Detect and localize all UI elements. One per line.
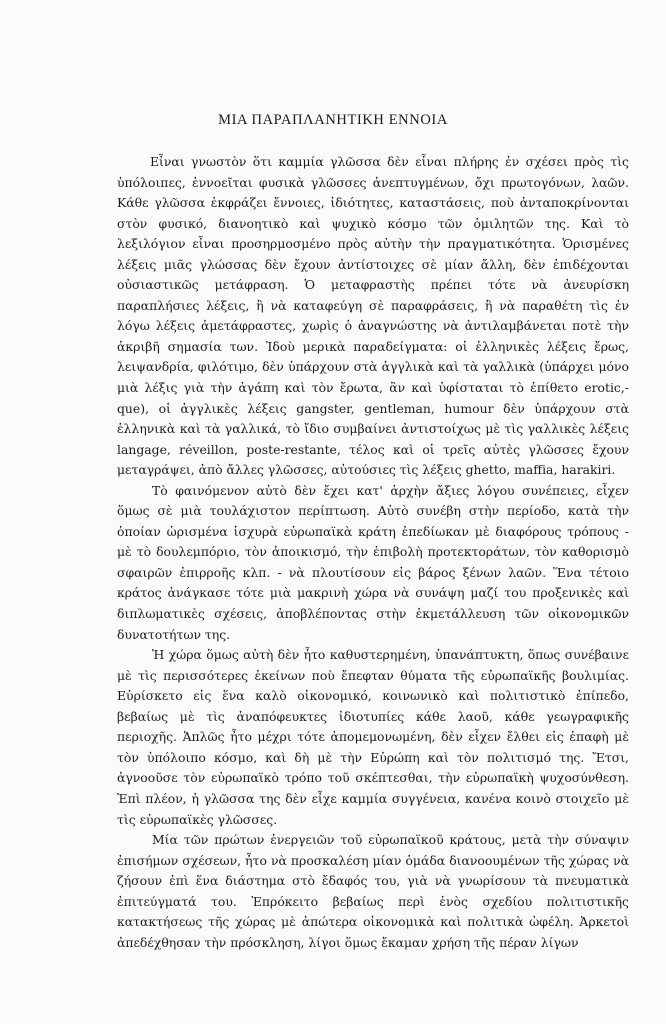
paragraph-3: Ἡ χώρα ὅμως αὐτὴ δὲν ἦτο καθυστερημένη, ὑπανάπτυκτη, ὅπως συνέβαινε μὲ τὶς περισσότερες ἐκείνων ποὺ ἔπεφταν θύματα τῆς εὐρωπαϊκῆς βουλιμίας. Εὑρίσκετο εἰς ἕνα καλὸ οἰκονομικό, κοινωνικὸ καὶ πολιτιστικὸ ἐπίπεδο, βεβαίως μὲ τὶς ἀναπόφευκτες ἰδιοτυπίες κάθε λαοῦ, κάθε γεωγραφικῆς περιοχῆς. Ἁπλῶς ἦτο μέχρι τότε ἀπομεμονωμένη, δὲν εἶχεν ἔλθει εἰς ἐπαφὴ μὲ τὸν ὑπόλοιπο κόσμο, καὶ δὴ μὲ τὴν Εὐρώπη καὶ τὸν πολιτισμό της. Ἔτσι, ἀγνοοῦσε τὸν εὐρωπαϊκὸ τρόπο τοῦ σκέπτεσθαι, τὴν εὐρωπαϊκὴ ψυχοσύνθεση. Ἐπὶ πλέον, ἡ γλῶσσα της δὲν εἶχε καμμία συγγένεια, κανένα κοινὸ στοιχεῖο μὲ τὶς εὐρωπαϊκὲς γλῶσσες.: [117, 647, 629, 827]
page-title: ΜΙΑ ΠΑΡΑΠΛΑΝΗΤΙΚΗ ΕΝΝΟΙΑ: [218, 112, 448, 128]
paragraph-4: Μία τῶν πρώτων ἐνεργειῶν τοῦ εὐρωπαϊκοῦ κράτους, μετὰ τὴν σύναψιν ἐπισήμων σχέσεων, ἦτο νὰ προσκαλέση μίαν ὁμάδα διανοουμένων τῆς χώρας νὰ ζήσουν ἐπὶ ἕνα διάστημα στὸ ἔδαφός του, γιὰ νὰ γνωρίσουν τὰ πνευματικὰ ἐπιτεύγματά του. Ἐπρόκειτο βεβαίως περὶ ἑνὸς σχεδίου πολιτιστικῆς κατακτήσεως τῆς χώρας μὲ ἀπώτερα οἰκονομικὰ καὶ πολιτικὰ ὠφέλη. Ἀρκετοὶ ἀπεδέχθησαν τὴν πρόσκληση, λίγοι ὅμως ἔκαμαν χρήση τῆς πέραν λίγων: [117, 832, 629, 950]
paragraph-2: Τὸ φαινόμενον αὐτὸ δὲν ἔχει κατ' ἀρχὴν ἄξιες λόγου συνέπειες, εἶχεν ὅμως σὲ μιὰ τουλάχιστον περίπτωση. Αὐτὸ συνέβη στὴν περίοδο, κατὰ τὴν ὁποίαν ὡρισμένα ἰσχυρὰ εὐρωπαϊκὰ κράτη ἐπεδίωκαν μὲ διαφόρους τρόπους - μὲ τὸ δουλεμπόριο, τὸν ἀποικισμό, τὴν ἐπιβολὴ προτεκτοράτων, τὸν καθορισμὸ σφαιρῶν ἐπιρροῆς κλπ. - νὰ πλουτίσουν εἰς βάρος ξένων λαῶν. Ἕνα τέτοιο κράτος ἀνάγκασε τότε μιὰ μακρινὴ χώρα νὰ συνάψη μαζί του προξενικὲς καὶ διπλωματικὲς σχέσεις, ἀποβλέποντας στὴν ἐκμετάλλευση τῶν οἰκονομικῶν δυνατοτήτων της.: [117, 482, 629, 642]
body-text: [117, 152, 629, 953]
paragraph-1: Εἶναι γνωστὸν ὅτι καμμία γλῶσσα δὲν εἶναι πλήρης ἐν σχέσει πρὸς τὶς ὑπόλοιπες, ἐννοεῖται φυσικὰ γλῶσσες ἀνεπτυγμένων, ὄχι πρωτογόνων, λαῶν. Κάθε γλῶσσα ἐκφράζει ἔννοιες, ἰδιότητες, καταστάσεις, ποὺ ἀνταποκρίνονται στὸν φυσικό, διανοητικὸ καὶ ψυχικὸ κόσμο τῶν ὁμιλητῶν της. Καὶ τὸ λεξιλόγιον εἶναι προσηρμοσμένο πρὸς αὐτὴν τὴν πραγματικότητα. Ὁρισμένες λέξεις μιᾶς γλώσσας δὲν ἔχουν ἀντίστοιχες σὲ μίαν ἄλλη, δὲν ἐπιδέχονται οὐσιαστικῶς μετάφραση. Ὁ μεταφραστὴς πρέπει τότε νὰ ἀνευρίσκη παραπλήσιες λέξεις, ἢ νὰ καταφεύγη σὲ παραφράσεις, ἢ νὰ παραθέτη τὶς ἐν λόγω λέξεις ἀμετάφραστες, χωρὶς ὁ ἀναγνώστης νὰ ἀντιλαμβάνεται ποτὲ τὴν ἀκριβῆ σημασία των. Ἰδοὺ μερικὰ παραδείγματα: οἱ ἑλληνικὲς λέξεις ἔρως, λειψανδρία, φιλότιμο, δὲν ὑπάρχουν στὰ ἀγγλικὰ καὶ τὰ γαλλικὰ (ὑπάρχει μόνο μιὰ λέξις γιὰ τὴν ἀγάπη καὶ τὸν ἔρωτα, ἂν καὶ ὑφίσταται τὸ ἐπίθετο erotic,-que), οἱ ἀγγλικὲς λέξεις gangster, gentleman, humour δὲν ὑπάρχουν στὰ ἑλληνικὰ καὶ τὰ γαλλικά, τὸ ἴδιο συμβαίνει ἀντιστοίχως μὲ τὶς γαλλικὲς λέξεις langage, réveillon, poste-restante, τέλος καὶ οἱ τρεῖς αὐτὲς γλῶσσες ἔχουν μεταγράψει, ἀπὸ ἄλλες γλῶσσες, αὐτούσιες τὶς λέξεις ghetto, maffia, harakiri.: [117, 154, 629, 478]
